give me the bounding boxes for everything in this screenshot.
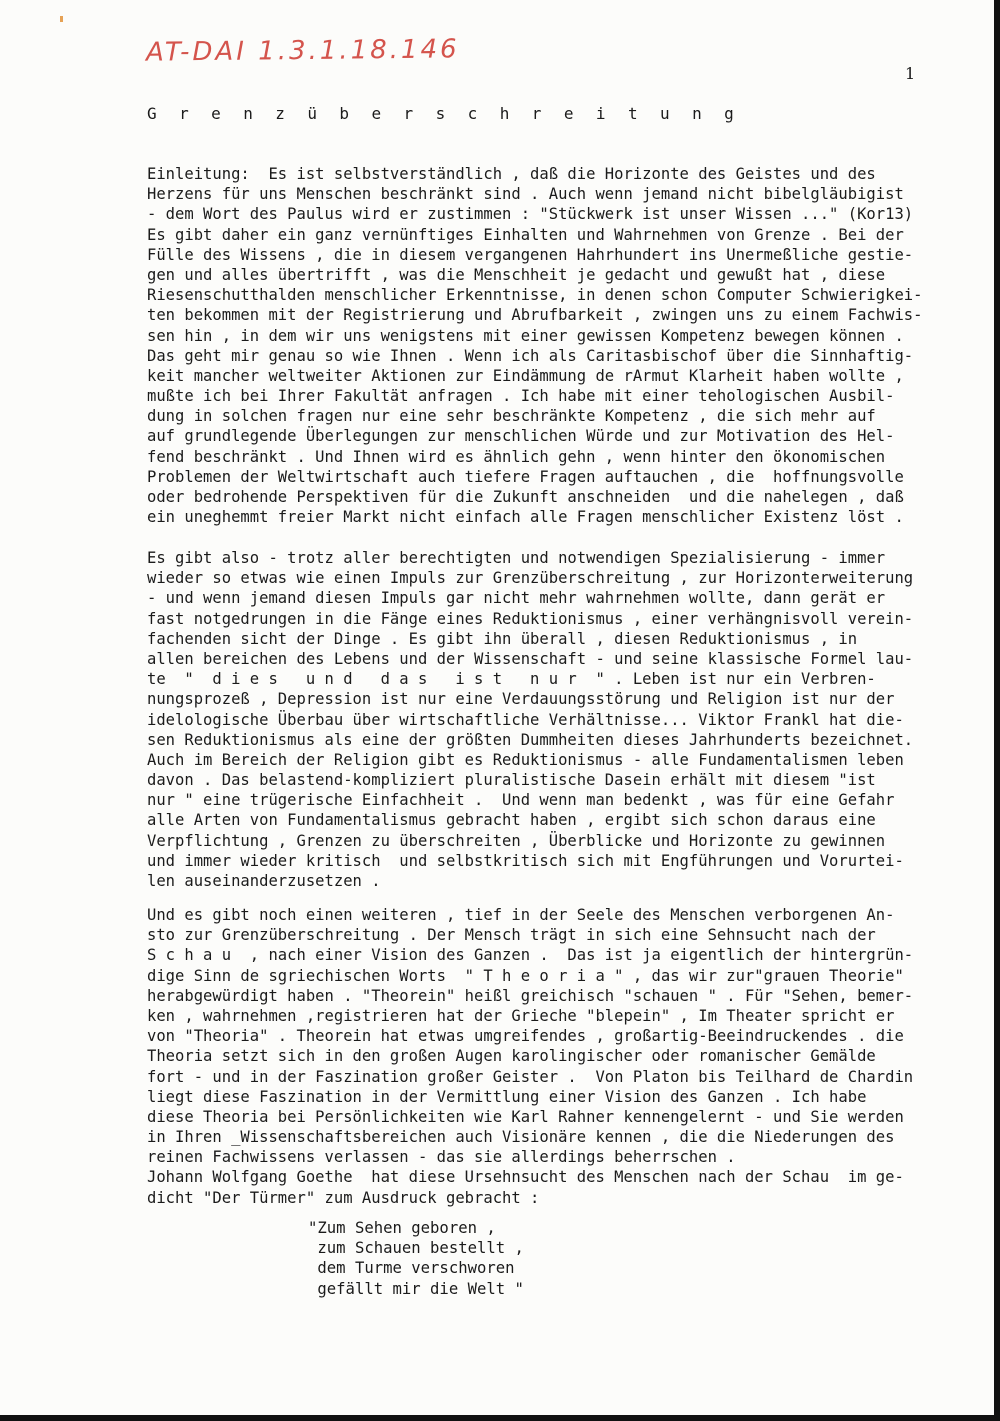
text-line: dem Turme verschworen [308, 1259, 515, 1278]
text-line: gen und alles übertrifft , was die Menschheit je gedacht und gewußt hat , diese [147, 265, 886, 284]
text-line: "Zum Sehen geboren , [308, 1219, 496, 1237]
text-line: in Ihren _Wissenschaftsbereichen auch Visionäre kennen , die die Niederungen des [147, 1128, 895, 1147]
text-line: - und wenn jemand diesen Impuls gar nicht mehr wahrnehmen wollte, dann gerät er [147, 589, 886, 608]
text-line: sen hin , in dem wir uns wenigstens mit einer gewissen Kompetenz bewegen können . [147, 326, 904, 345]
text-line: und immer wieder kritisch und selbstkritisch sich mit Engführungen und Vorurtei- [147, 851, 904, 870]
text-line: herabgewürdigt haben . "Theorein" heißl greichisch "schauen " . Für "Sehen, bemer- [147, 986, 914, 1005]
text-line: fachenden sicht der Dinge . Es gibt ihn überall , diesen Reduktionismus , in [147, 629, 858, 648]
text-line: alle Arten von Fundamentalismus gebracht haben , ergibt sich schon daraus eine [147, 811, 876, 830]
scan-edge-bottom [0, 1415, 1000, 1421]
text-line: auf grundlegende Überlegungen zur menschlichen Würde und zur Motivation des Hel- [147, 427, 895, 446]
text-line: allen bereichen des Lebens und der Wissenschaft - und seine klassische Formel lau- [147, 649, 914, 668]
text-line: sen Reduktionismus als eine der größten Dummheiten dieses Jahrhunderts bezeichnet. [147, 730, 914, 749]
text-line: Einleitung: Es ist selbstverständlich , daß die Horizonte des Geistes und des [147, 165, 876, 183]
text-line: gefällt mir die Welt " [308, 1279, 524, 1298]
page-number: 1 [905, 64, 916, 83]
text-line: Auch im Bereich der Religion gibt es Reduktionismus - alle Fundamentalismen leben [147, 750, 904, 769]
text-line: idelologische Überbau über wirtschaftliche Verhältnisse... Viktor Frankl hat die- [147, 710, 904, 729]
text-line: davon . Das belastend-kompliziert pluralistische Dasein erhält mit diesem "ist [147, 771, 876, 790]
text-line: Und es gibt noch einen weiteren , tief in der Seele des Menschen verborgenen An- [147, 906, 895, 924]
text-line: Das geht mir genau so wie Ihnen . Wenn ich als Caritasbischof über die Sinnhaftig- [147, 346, 914, 365]
text-line: dige Sinn de sgriechischen Worts " T h e o r i a " , das wir zur"grauen Theorie" [147, 966, 904, 985]
paragraph-reductionism [147, 548, 977, 891]
paragraph-theoria [147, 905, 977, 1208]
text-line: Problemen der Weltwirtschaft auch tiefere Fragen auftauchen , die hoffnungsvolle [147, 467, 904, 486]
text-line: Herzens für uns Menschen beschränkt sind . Auch wenn jemand nicht bibelgläubigist [147, 185, 904, 204]
goethe-poem-quote [308, 1218, 524, 1299]
corner-mark [60, 16, 63, 22]
text-line: mußte ich bei Ihrer Fakultät anfragen . Ich habe mit einer tehologischen Ausbil- [147, 387, 895, 406]
scan-edge-right [994, 0, 1000, 1421]
text-line: te " d i e s u n d d a s i s t n u r " . Leben ist nur ein Verbren- [147, 670, 876, 689]
text-line: diese Theoria bei Persönlichkeiten wie Karl Rahner kennengelernt - und Sie werden [147, 1107, 904, 1126]
text-line: fend beschränkt . Und Ihnen wird es ähnlich gehn , wenn hinter den ökonomischen [147, 447, 886, 466]
text-line: - dem Wort des Paulus wird er zustimmen : "Stückwerk ist unser Wissen ..." (Kor13) [147, 205, 914, 224]
text-line: fast notgedrungen in die Fänge eines Reduktionismus , einer verhängnisvoll verein- [147, 609, 914, 628]
text-line: zum Schauen bestellt , [308, 1239, 524, 1258]
text-line: Riesenschutthalden menschlicher Erkenntnisse, in denen schon Computer Schwierigkei- [147, 286, 923, 305]
document-title: G r e n z ü b e r s c h r e i t u n g [147, 104, 741, 123]
text-line: wieder so etwas wie einen Impuls zur Grenzüberschreitung , zur Horizonterweiterung [147, 569, 914, 588]
text-line: reinen Fachwissens verlassen - das sie allerdings beherrschen . [147, 1148, 736, 1167]
text-line: Theoria setzt sich in den großen Augen karolingischer oder romanischer Gemälde [147, 1047, 876, 1066]
text-line: liegt diese Faszination in der Vermittlung einer Vision des Ganzen . Ich habe [147, 1087, 867, 1106]
text-line: nungsprozeß , Depression ist nur eine Verdauungsstörung und Religion ist nur der [147, 690, 895, 709]
text-line: dicht "Der Türmer" zum Ausdruck gebracht : [147, 1188, 540, 1207]
text-line: S c h a u , nach einer Vision des Ganzen . Das ist ja eigentlich der hintergrün- [147, 946, 914, 965]
text-line: Fülle des Wissens , die in diesem vergangenen Hahrhundert ins Unermeßliche gestie- [147, 245, 914, 264]
text-line: oder bedrohende Perspektiven für die Zukunft anschneiden und die nahelegen , daß [147, 488, 904, 506]
text-line: keit mancher weltweiter Aktionen zur Eindämmung de rArmut Klarheit haben wollte , [147, 366, 904, 385]
text-line: fort - und in der Faszination großer Geister . Von Platon bis Teilhard de Chardin [147, 1067, 914, 1086]
text-line: dung in solchen fragen nur eine sehr beschränkte Kompetenz , die sich mehr auf [147, 407, 876, 426]
text-line: nur " eine trügerische Einfachheit . Und wenn man bedenkt , was für eine Gefahr [147, 791, 895, 810]
text-line: ken , wahrnehmen ,registrieren hat der Grieche "blepein" , Im Theater spricht er [147, 1006, 895, 1025]
text-line: len auseinanderzusetzen . [147, 872, 381, 890]
text-line: Verpflichtung , Grenzen zu überschreiten , Überblicke und Horizonte zu gewinnen [147, 831, 886, 850]
text-line: ten bekommen mit der Registrierung und Abrufbarkeit , zwingen uns zu einem Fachwis- [147, 306, 923, 325]
paragraph-introduction [147, 164, 977, 527]
text-line: ein uneghemmt freier Markt nicht einfach alle Fragen menschlicher Existenz löst . [147, 508, 904, 527]
text-line: Johann Wolfgang Goethe hat diese Ursehnsucht des Menschen nach der Schau im ge- [147, 1168, 904, 1187]
text-line: von "Theoria" . Theorein hat etwas umgreifendes , großartig-Beeindruckendes . die [147, 1027, 904, 1046]
text-line: Es gibt daher ein ganz vernünftiges Einhalten und Wahrnehmen von Grenze . Bei der [147, 225, 904, 244]
archive-reference: AT-DAI 1.3.1.18.146 [145, 34, 460, 68]
text-line: sto zur Grenzüberschreitung . Der Mensch trägt in sich eine Sehnsucht nach der [147, 926, 876, 945]
text-line: Es gibt also - trotz aller berechtigten und notwendigen Spezialisierung - immer [147, 549, 886, 567]
